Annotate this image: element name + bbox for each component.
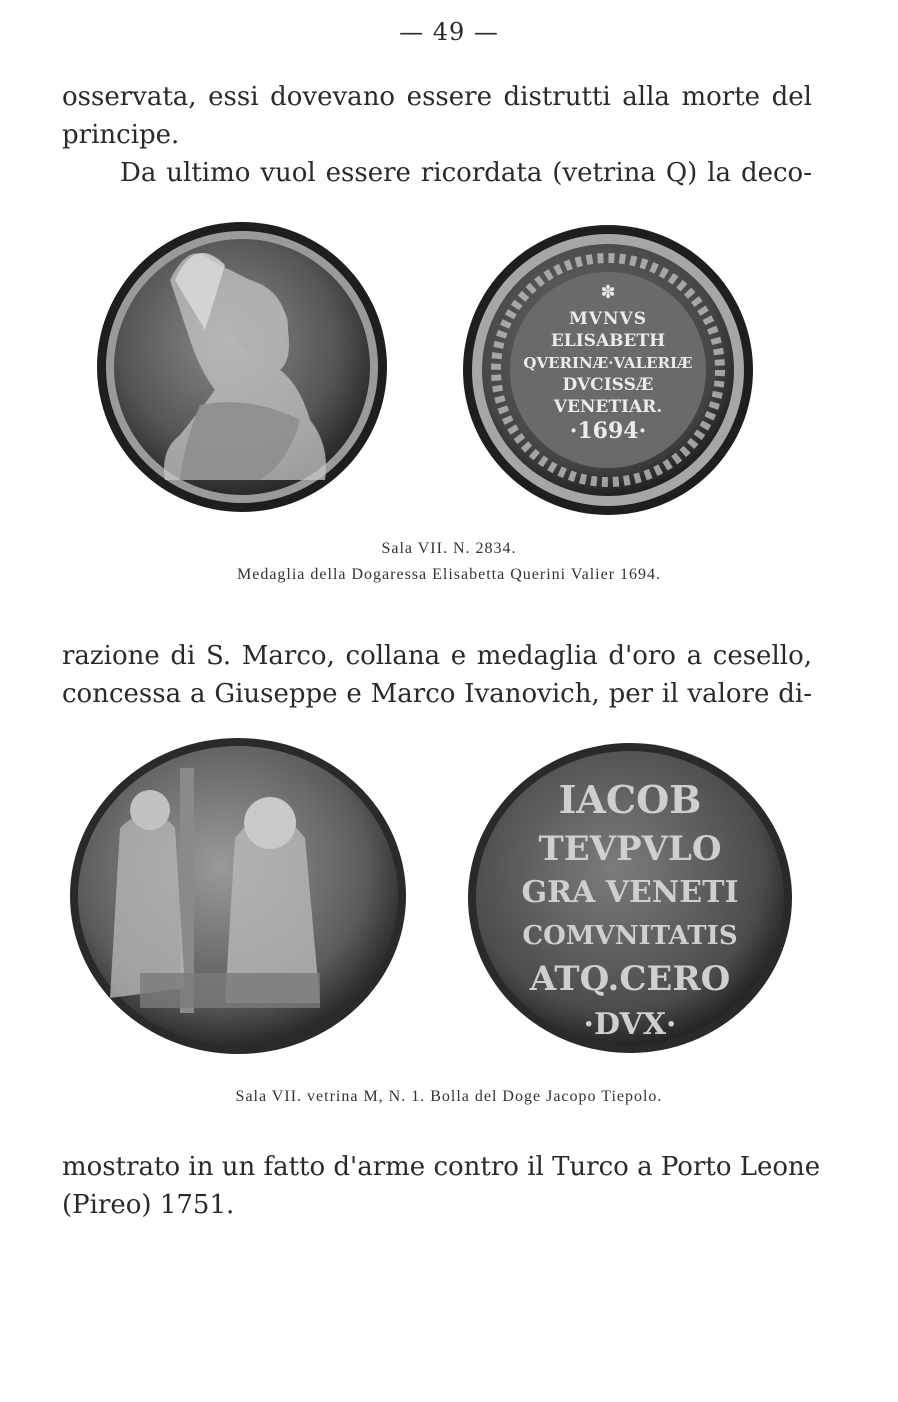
figure-caption: Sala VII. vetrina M, N. 1. Bolla del Doge Jacopo Tiepolo.	[235, 1088, 663, 1105]
inscription-line: DVCISSÆ	[562, 375, 654, 395]
inscription-line: COMVNITATIS	[522, 921, 738, 951]
inscription-line: TEVPVLO	[538, 829, 722, 869]
medal-reverse	[463, 225, 753, 515]
text-line: mostrato in un fatto d'arme contro il Turco a Porto Leone	[62, 1152, 821, 1182]
text-line: Da ultimo vuol essere ricordata (vetrina Q) la deco-	[120, 158, 812, 188]
inscription-line: IACOB	[558, 777, 702, 822]
text-line: razione di S. Marco, collana e medaglia d'oro a cesello,	[62, 641, 812, 671]
paragraph-3	[62, 1148, 821, 1224]
inscription-line: ATQ.CERO	[529, 959, 731, 999]
inscription-line: ·1694·	[569, 418, 647, 444]
inscription-line: MVNVS	[568, 309, 648, 329]
inscription-line: ELISABETH	[550, 331, 666, 351]
inscription-line: VENETIAR.	[553, 397, 663, 417]
page-number: — 49 —	[399, 18, 499, 46]
inscription-line: QVERINÆ·VALERIÆ	[523, 354, 693, 372]
inscription-line: GRA VENETI	[521, 875, 739, 910]
medal-obverse	[97, 222, 387, 512]
medal-figure	[0, 220, 898, 520]
text-line: osservata, essi dovevano essere distrutti alla morte del	[62, 82, 812, 112]
svg-text:✽: ✽	[600, 282, 616, 303]
text-line: concessa a Giuseppe e Marco Ivanovich, per il valore di-	[62, 679, 812, 709]
inscription-line: ·DVX·	[583, 1007, 677, 1042]
figure-caption-line: Medaglia della Dogaressa Elisabetta Querini Valier 1694.	[236, 566, 662, 583]
bulla-reverse	[468, 743, 792, 1053]
text-line: (Pireo) 1751.	[62, 1190, 235, 1220]
figure-caption-line: Sala VII. N. 2834.	[381, 540, 517, 557]
paragraph-1	[62, 78, 812, 192]
text-line: principe.	[62, 120, 180, 150]
bulla-figure	[0, 738, 898, 1058]
paragraph-2	[62, 637, 812, 713]
bulla-obverse	[70, 738, 406, 1054]
